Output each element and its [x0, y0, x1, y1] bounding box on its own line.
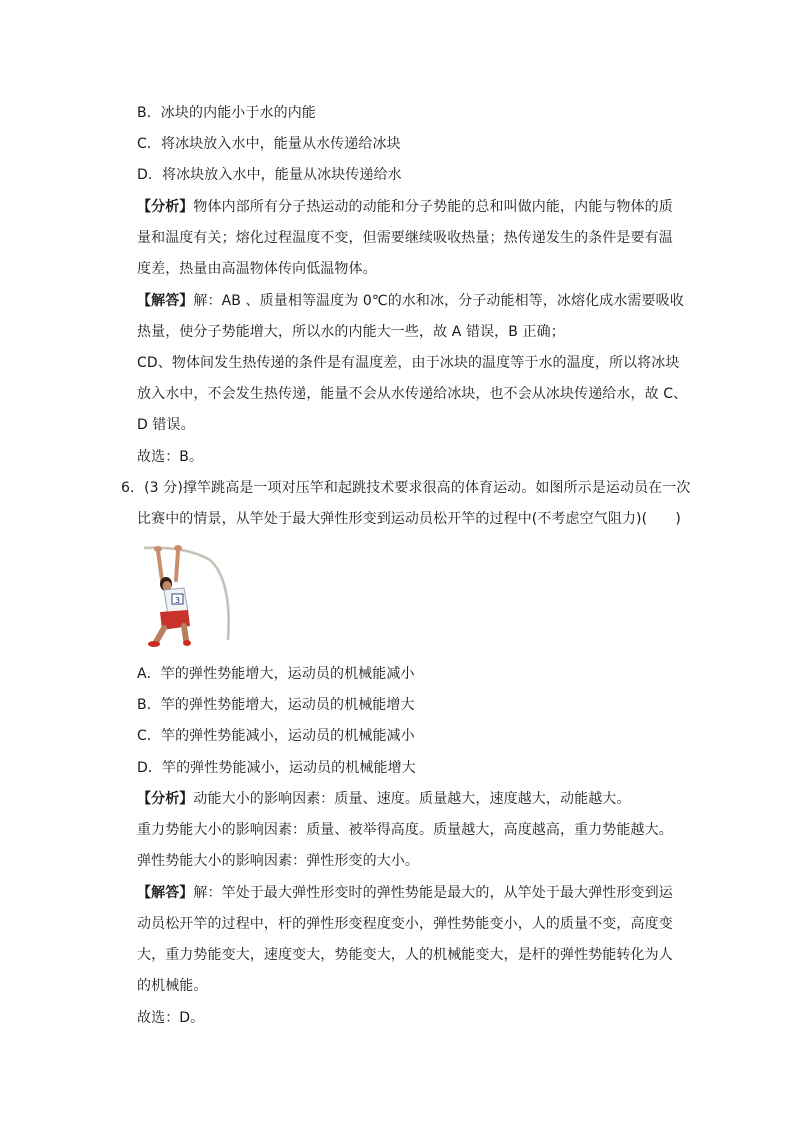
q6-option-b: B．竿的弹性势能增大，运动员的机械能增大	[137, 697, 415, 713]
q6-analysis-line-2: 重力势能大小的影响因素：质量、被举得高度。质量越大，高度越高，重力势能越大。	[137, 822, 673, 838]
q6-option-a: A．竿的弹性势能增大，运动员的机械能减小	[137, 666, 415, 682]
q5-solution-tag: 【解答】	[137, 293, 194, 309]
q5-solution-line-3: CD、物体间发生热传递的条件是有温度差，由于冰块的温度等于水的温度，所以将冰块	[137, 355, 680, 371]
q6-analysis-line-3: 弹性势能大小的影响因素：弹性形变的大小。	[137, 853, 419, 869]
q5-analysis-tag: 【分析】	[137, 199, 194, 215]
q6-solution-line-3: 大，重力势能变大，速度变大，势能变大，人的机械能变大，是杆的弹性势能转化为人	[137, 947, 673, 963]
bib-number: 3	[175, 596, 181, 605]
q5-option-d: D．将冰块放入水中，能量从冰块传递给水	[137, 167, 402, 183]
q5-option-c: C．将冰块放入水中，能量从水传递给冰块	[137, 136, 401, 152]
pole-vaulter-image	[140, 540, 232, 648]
q6-solution-tag: 【解答】	[137, 885, 194, 901]
q5-analysis-line-1	[137, 198, 673, 216]
q5-solution-line-4: 放入水中，不会发生热传递，能量不会从水传递给冰块，也不会从冰块传递给水，故 C、	[137, 386, 688, 402]
q5-analysis-line-2: 量和温度有关；熔化过程温度不变，但需要继续吸收热量；热传递发生的条件是要有温	[137, 230, 673, 246]
q5-analysis-line-3: 度差，热量由高温物体传向低温物体。	[137, 261, 377, 277]
pole-vault-figure	[140, 540, 232, 648]
q6-stem-line-2: 比赛中的情景，从竿处于最大弹性形变到运动员松开竿的过程中(不考虑空气阻力)( )	[137, 511, 681, 527]
q5-answer: 故选：B。	[137, 449, 204, 465]
q5-option-b: B．冰块的内能小于水的内能	[137, 105, 316, 121]
q6-answer: 故选：D。	[137, 1010, 205, 1026]
q5-solution-line-5: D 错误。	[137, 417, 195, 433]
q6-option-d: D．竿的弹性势能减小，运动员的机械能增大	[137, 760, 416, 776]
q6-solution-line-4: 的机械能。	[137, 978, 208, 994]
q6-analysis-text: 动能大小的影响因素：质量、速度。质量越大，速度越大，动能越大。	[193, 791, 631, 807]
q5-solution-line-2: 热量，使分子势能增大，所以水的内能大一些，故 A 错误，B 正确；	[137, 324, 565, 340]
q5-analysis-text: 物体内部所有分子热运动的动能和分子势能的总和叫做内能，内能与物体的质	[193, 199, 673, 215]
q6-solution-line-2: 动员松开竿的过程中，杆的弹性形变程度变小，弹性势能变小，人的质量不变，高度变	[137, 916, 673, 932]
q5-solution-line-1	[137, 292, 684, 310]
q5-solution-text: 解：AB 、质量相等温度为 0℃的水和冰，分子动能相等，冰熔化成水需要吸收	[193, 293, 684, 309]
q6-stem-line-1: 6．(3 分)撑竿跳高是一项对压竿和起跳技术要求很高的体育运动。如图所示是运动员在一次	[121, 480, 691, 496]
q6-analysis-tag: 【分析】	[137, 791, 194, 807]
q6-option-c: C．竿的弹性势能减小，运动员的机械能减小	[137, 728, 415, 744]
q6-analysis-line-1	[137, 790, 631, 808]
q6-solution-line-1	[137, 884, 673, 902]
q6-solution-text: 解：竿处于最大弹性形变时的弹性势能是最大的，从竿处于最大弹性形变到运	[193, 885, 673, 901]
